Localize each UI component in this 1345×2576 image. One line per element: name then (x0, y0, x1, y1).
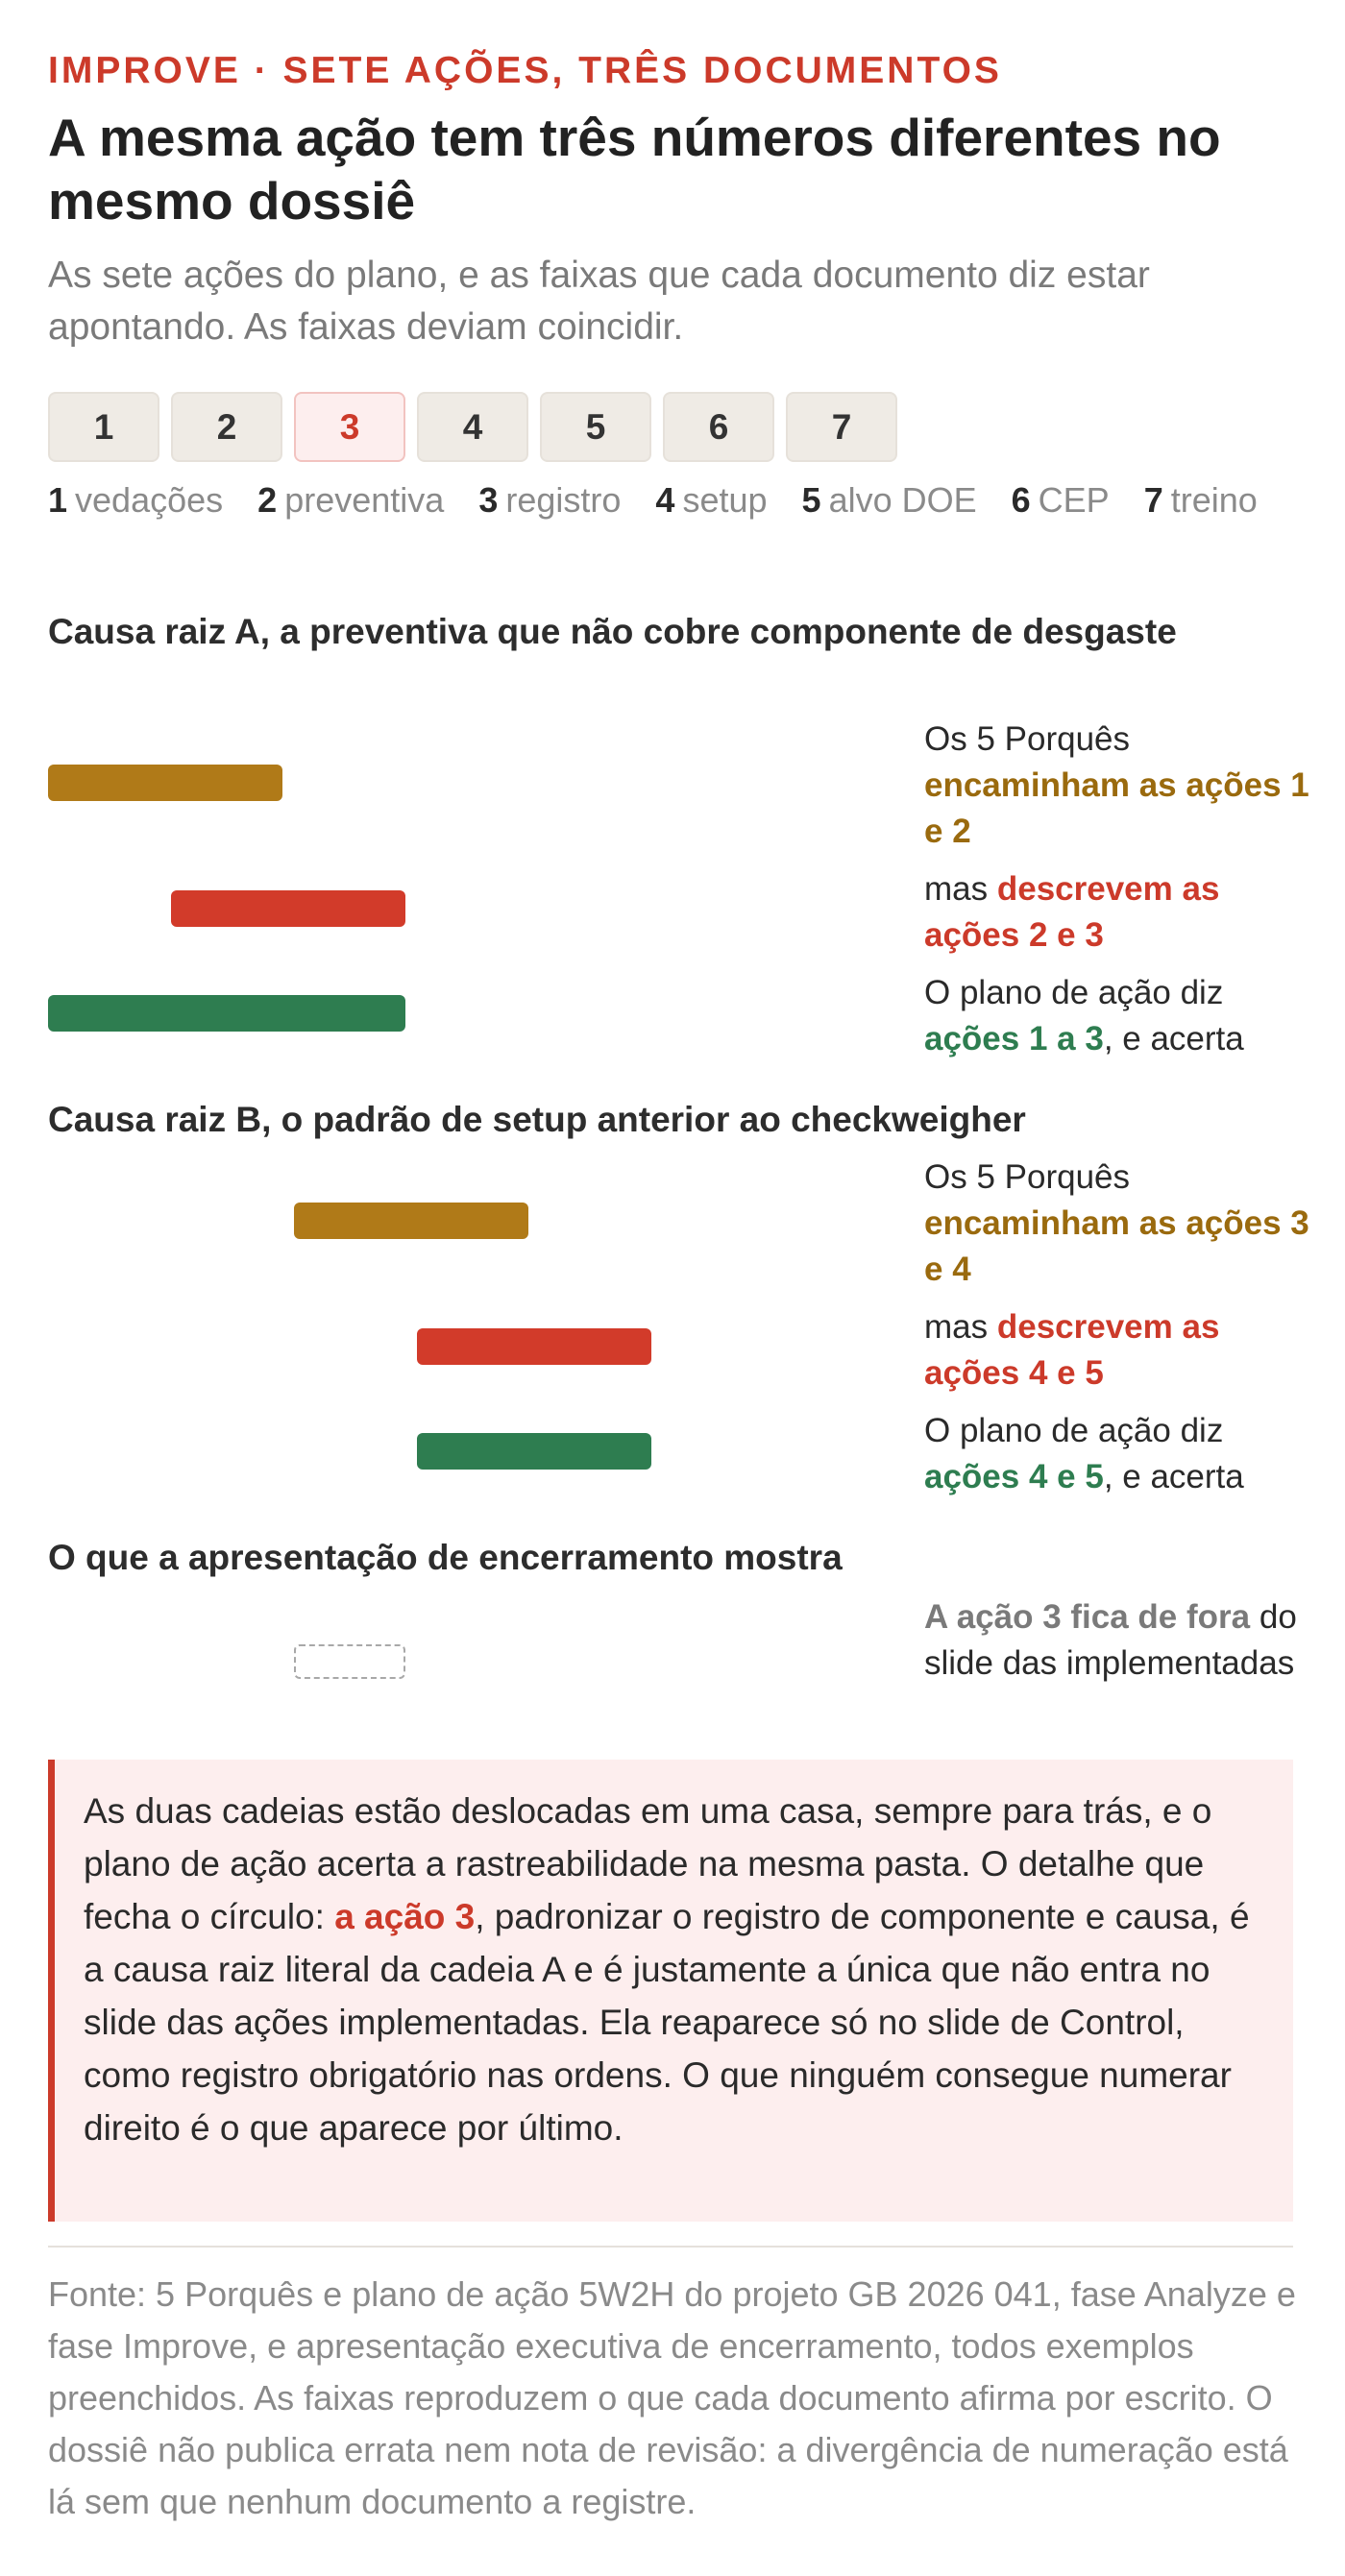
annotation-group-a-descrevem (924, 866, 1318, 959)
callout-highlight: a ação 3 (334, 1897, 476, 1936)
annotation-group-b-plano (924, 1408, 1318, 1500)
legend-item (478, 474, 621, 526)
annotation-highlight: ações 4 e 5 (924, 1458, 1104, 1495)
annotation-group-b-descrevem (924, 1304, 1318, 1397)
legend-text: vedações (75, 480, 224, 520)
annotation-highlight: encaminham as ações 3 e 4 (924, 1204, 1309, 1288)
bar-group-a-descrevem (171, 890, 405, 927)
source-note: Fonte: 5 Porquês e plano de ação 5W2H do projeto GB 2026 041, fase Analyze e fase Improve, e apresentação executiva de encerramento, todos exemplos preenchidos. As faixas reproduzem o que cada documento afirma por escrito. O dossiê não publica errata nem nota de revisão: a divergência de numeração está lá sem que nenhum documento a registre. (48, 2274, 1296, 2521)
annotation-group-a-plano (924, 970, 1318, 1062)
bar-group-a-plano (48, 995, 405, 1032)
annotation-highlight: descrevem as ações 2 e 3 (924, 870, 1220, 954)
step-chip-3[interactable] (294, 392, 405, 462)
legend-item (802, 474, 977, 526)
bar-group-a-porques (48, 765, 282, 801)
legend-num: 7 (1143, 480, 1163, 520)
bar-group-b-descrevem (417, 1328, 651, 1365)
legend-num: 5 (801, 480, 821, 520)
page-subtitle: As sete ações do plano, e as faixas que cada documento diz estar apontando. As faixas deviam coincidir. (48, 255, 1150, 348)
eyebrow: IMPROVE · SETE AÇÕES, TRÊS DOCUMENTOS (48, 50, 1002, 91)
annotation-pre: O plano de ação diz (924, 974, 1224, 1011)
divider (48, 2246, 1293, 2248)
annotation-pre: mas (924, 870, 989, 908)
group-a-title: Causa raiz A, a preventiva que não cobre componente de desgaste (48, 612, 1177, 651)
legend-item (257, 474, 444, 526)
step-chip-label: 1 (93, 406, 114, 447)
legend-text: setup (682, 480, 768, 520)
annotation-group-c-missing (924, 1594, 1318, 1687)
legend-text: treino (1170, 480, 1258, 520)
step-chip-5[interactable] (540, 392, 651, 462)
annotation-post: , e acerta (1103, 1020, 1244, 1057)
step-chip-4[interactable] (417, 392, 528, 462)
legend-item (48, 474, 223, 526)
legend-num: 4 (655, 480, 675, 520)
legend-text: preventiva (284, 480, 445, 520)
page-title: A mesma ação tem três números diferentes no mesmo dossiê (48, 108, 1221, 231)
step-chip-6[interactable] (663, 392, 774, 462)
annotation-group-a-porques (924, 717, 1318, 855)
callout-text-before: As duas cadeias estão deslocadas em uma casa, sempre para trás, e o plano de ação acerta a rastreabilidade na mesma pasta. O detalhe que fecha o círculo: (84, 1791, 1212, 1936)
group-b-title: Causa raiz B, o padrão de setup anterior ao checkweigher (48, 1100, 1026, 1139)
step-chip-label: 6 (708, 406, 729, 447)
step-legend (48, 474, 1297, 526)
step-chip-1[interactable] (48, 392, 159, 462)
annotation-pre: Os 5 Porquês (924, 1158, 1130, 1196)
conclusion-callout (48, 1760, 1293, 2222)
annotation-pre: mas (924, 1308, 989, 1346)
annotation-post: do slide das implementadas (924, 1598, 1297, 1682)
annotation-post: , e acerta (1103, 1458, 1244, 1495)
step-chip-label: 4 (462, 406, 483, 447)
step-chip-label: 3 (339, 406, 360, 447)
bar-group-b-plano (417, 1433, 651, 1470)
step-chip-2[interactable] (171, 392, 282, 462)
annotation-highlight: descrevem as ações 4 e 5 (924, 1308, 1220, 1392)
legend-text: alvo DOE (828, 480, 977, 520)
annotation-highlight: ações 1 a 3 (924, 1020, 1104, 1057)
legend-num: 3 (478, 480, 499, 520)
legend-text: CEP (1038, 480, 1110, 520)
bar-group-b-porques (294, 1203, 528, 1239)
annotation-highlight: encaminham as ações 1 e 2 (924, 766, 1309, 850)
legend-item (1144, 474, 1258, 526)
step-chip-label: 2 (216, 406, 237, 447)
annotation-group-b-porques (924, 1154, 1318, 1293)
annotation-pre: O plano de ação diz (924, 1412, 1224, 1449)
legend-item (655, 474, 767, 526)
legend-num: 2 (257, 480, 278, 520)
step-chip-7[interactable] (786, 392, 897, 462)
callout-text-after: , padronizar o registro de componente e causa, é a causa raiz literal da cadeia A e é justamente a única que não entra no slide das ações implementadas. Ela reaparece só no slide de Control, como registro obrigatório nas ordens. O que ninguém consegue numerar direito é o que aparece por último. (84, 1897, 1250, 2148)
legend-num: 6 (1011, 480, 1031, 520)
annotation-highlight: A ação 3 fica de fora (924, 1598, 1251, 1636)
annotation-pre: Os 5 Porquês (924, 720, 1130, 758)
legend-text: registro (505, 480, 622, 520)
step-chip-label: 5 (585, 406, 606, 447)
step-chip-label: 7 (831, 406, 852, 447)
legend-num: 1 (48, 480, 68, 520)
group-c-title: O que a apresentação de encerramento mostra (48, 1538, 843, 1577)
legend-item (1012, 474, 1110, 526)
bar-group-c-missing (294, 1644, 405, 1679)
